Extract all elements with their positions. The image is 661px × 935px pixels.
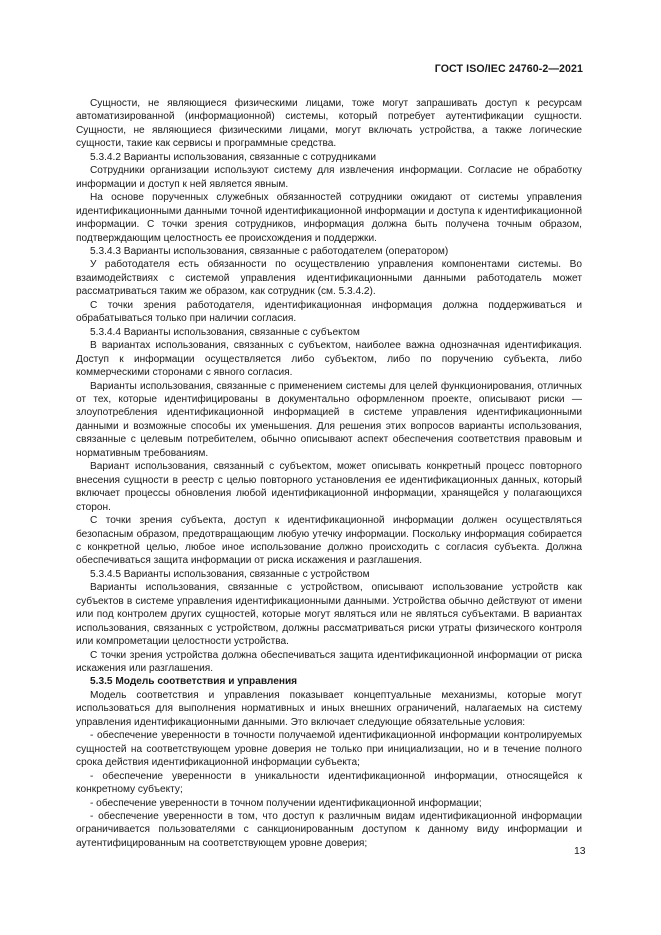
list-item: - обеспечение уверенности в уникальности идентификационной информации, относящейся к конкретному субъекту;: [76, 770, 582, 796]
page-number: 13: [574, 846, 586, 857]
section-heading: 5.3.4.3 Варианты использования, связанные с работодателем (оператором): [90, 245, 449, 257]
paragraph: Варианты использования, связанные с устройством, описывают использование устройств как субъектов в системе управления идентификационными данными. Устройства обычно действуют от имени или под контролем других сущностей, которые могут являться или не являться субъектами. В вариантах использования, связанных с устройством, должны рассматриваться риски утраты физического контроля или компрометации целостности устройства.: [76, 582, 582, 648]
body-text: [76, 97, 582, 850]
section-heading: 5.3.4.4 Варианты использования, связанные с субъектом: [90, 326, 360, 338]
paragraph: У работодателя есть обязанности по осуществлению управления компонентами системы. Во взаимодействиях с системой управления идентификационными данными работодатель может рассматриваться таким же образом, как сотрудник (см. 5.3.4.2).: [76, 259, 582, 298]
paragraph: Вариант использования, связанный с субъектом, может описывать конкретный процесс повторного внесения сущности в реестр с целью повторного установления ее идентификационных данных, который включает процессы обновления любой идентификационной информации, хранящейся у полагающихся сторон.: [76, 461, 582, 513]
paragraph: Модель соответствия и управления показывает концептуальные механизмы, которые могут использоваться для выполнения нормативных и иных внешних ограничений, налагаемых на систему управления идентификационными данными. Это включает следующие обязательные условия:: [76, 689, 582, 728]
section-heading: 5.3.4.5 Варианты использования, связанные с устройством: [90, 568, 370, 580]
list-item: - обеспечение уверенности в точном получении идентификационной информации;: [90, 797, 482, 809]
paragraph: Сотрудники организации используют систему для извлечения информации. Согласие не обработку информации и доступ к ней является явным.: [76, 165, 582, 190]
paragraph: Сущности, не являющиеся физическими лицами, тоже могут запрашивать доступ к ресурсам автоматизированной (информационной) системы, который потребует аутентификации сущности. Сущности, не являющиеся физическими лицами, могут включать устройства, а также логические сущности, такие как сервисы и программные средства.: [76, 98, 582, 150]
paragraph: На основе порученных служебных обязанностей сотрудники ожидают от системы управления идентификационными данными точной идентификационной информации и доступа к идентификационной информации. С точки зрения сотрудников, информация должна быть получена точным образом, подтверждающим целостность ее происхождения и поддержки.: [76, 192, 582, 244]
list-item: - обеспечение уверенности в точности получаемой идентификационной информации контролируемых сущностей на соответствующем уровне доверия не только при инициализации, но и в течение полного срока действия идентификационной информации субъекта;: [76, 730, 582, 769]
paragraph: Варианты использования, связанные с применением системы для целей функционирования, отличных от тех, которые идентифицированы в документально оформленном проекте, описывают риски — злоупотребления идентификационной информацией в системе управления идентификационными данными и возможные способы их уменьшения. Для решения этих вопросов варианты использования, связанные с целевым потребителем, обычно описывают аспект обеспечения соответствия правовым и нормативным требованиям.: [76, 380, 582, 459]
list-item: - обеспечение уверенности в том, что доступ к различным видам идентификационной информации ограничивается пользователями с санкционированным доступом к данному виду информации и аутентифицированным на соответствующем уровне доверия;: [76, 811, 582, 849]
document-code-header: ГОСТ ISO/IEC 24760-2—2021: [434, 63, 583, 75]
paragraph: С точки зрения субъекта, доступ к идентификационной информации должен осуществляться безопасным образом, предотвращающим любую утечку информации. Поскольку информация собирается с конкретной целью, любое иное использование должно происходить с согласия субъекта. Должна обеспечиваться защита информации от риска искажения и разглашения.: [76, 515, 582, 567]
paragraph: С точки зрения работодателя, идентификационная информация должна поддерживаться и обрабатываться только при наличии согласия.: [76, 299, 582, 325]
paragraph: В вариантах использования, связанных с субъектом, наиболее важна однозначная идентификация. Доступ к информации осуществляется либо субъектом, либо по поручению субъекта, либо коммерческими сторонами с явного согласия.: [76, 340, 582, 379]
section-heading: 5.3.4.2 Варианты использования, связанные с сотрудниками: [90, 151, 376, 163]
paragraph: С точки зрения устройства должна обеспечиваться защита идентификационной информации от риска искажения или разглашения.: [76, 649, 582, 675]
section-heading: 5.3.5 Модель соответствия и управления: [90, 676, 298, 688]
